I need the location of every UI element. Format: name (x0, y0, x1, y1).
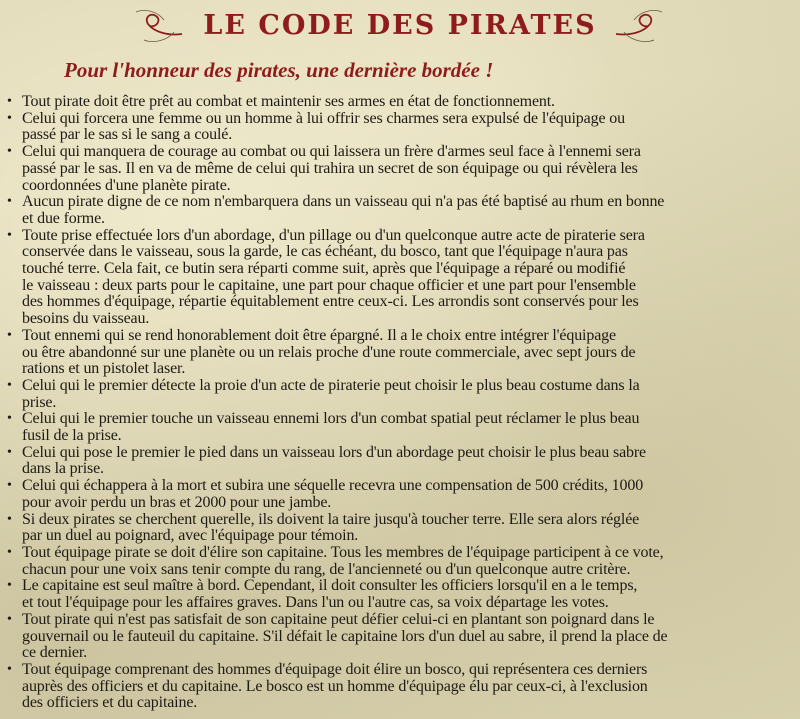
rule-item (0, 612, 800, 662)
bullet-icon: • (7, 227, 12, 243)
rule-text-line: conservée dans le vaisseau, sous la garde, le cas échéant, du bosco, tant que l'équipage n'aura pas (22, 243, 628, 261)
rule-text-line: touché terre. Cela fait, ce butin sera réparti comme suit, après que l'équipage a réparé ou modifié (22, 260, 626, 278)
rule-text-line: Celui qui forcera une femme ou un homme à lui offrir ses charmes sera expulsé de l'équipage ou (22, 109, 625, 127)
rule-text-line: passé par le sas. Il en va de même de celui qui trahira un secret de son équipage ou qui révèlera les (22, 159, 638, 177)
bullet-icon: • (7, 511, 12, 527)
rule-text-line: Tout pirate doit être prêt au combat et maintenir ses armes en état de fonctionnement. (22, 93, 555, 110)
rule-text-line: et due forme. (22, 209, 105, 227)
rule-item (0, 194, 800, 227)
rule-text-line: Si deux pirates se cherchent querelle, ils doivent la taire jusqu'à toucher terre. Elle sera alors réglée (22, 510, 640, 528)
rule-text-line: Celui qui pose le premier le pied dans un vaisseau lors d'un abordage peut choisir le plus beau sabre (22, 443, 646, 461)
bullet-icon: • (7, 411, 12, 427)
rule-item (0, 228, 800, 328)
bullet-icon: • (7, 544, 12, 560)
rule-text-line: Celui qui le premier touche un vaisseau ennemi lors d'un combat spatial peut réclamer le plus beau (22, 410, 640, 428)
rule-text-line: ou être abandonné sur une planète ou un relais proche d'une route commerciale, avec sept jours de (22, 343, 636, 361)
bullet-icon: • (7, 478, 12, 494)
page-title: LE CODE DES PIRATES (203, 10, 597, 41)
bullet-icon: • (7, 144, 12, 160)
rule-text-line: Celui qui manquera de courage au combat ou qui laissera un frère d'armes seul face à l'ennemi sera (22, 143, 641, 161)
rule-text-line: besoins du vaisseau. (22, 310, 150, 328)
rule-text-line: Tout équipage comprenant des hommes d'équipage doit élire un bosco, qui représentera ces derniers (22, 660, 648, 678)
rule-item (0, 578, 800, 611)
bullet-icon: • (7, 611, 12, 627)
rule-text-line: Tout ennemi qui se rend honorablement doit être épargné. Il a le choix entre intégrer l'équipage (22, 326, 616, 344)
rule-text-line: Tout pirate qui n'est pas satisfait de son capitaine peut défier celui-ci en plantant son poignard dans le (22, 610, 655, 628)
rule-text-line: des hommes d'équipage, répartie équitablement entre ceux-ci. Les arrondis sont conservés pour les (22, 293, 639, 311)
rule-text-line: chacun pour une voix sans tenir compte du rang, de l'ancienneté ou d'un quelconque autre critère. (22, 560, 631, 578)
rule-item (0, 378, 800, 411)
rule-text-line: le vaisseau : deux parts pour le capitaine, une part pour chaque officier et une part pour l'ensemble (22, 276, 636, 294)
rule-text-line: et tout l'équipage pour les affaires graves. Dans l'un ou l'autre cas, sa voix départage les votes. (22, 594, 609, 612)
rule-item (0, 445, 800, 478)
rule-text-line: Toute prise effectuée lors d'un abordage, d'un pillage ou d'un quelconque autre acte de piraterie sera (22, 226, 645, 244)
rule-text-line: auprès des officiers et du capitaine. Le bosco est un homme d'équipage élu par ceux-ci, à l'exclusion (22, 677, 648, 695)
rule-item (0, 512, 800, 545)
rule-text-line: Celui qui le premier détecte la proie d'un acte de piraterie peut choisir le plus beau costume dans la (22, 376, 640, 394)
rule-item (0, 111, 800, 144)
rule-text-line: Aucun pirate digne de ce nom n'embarquera dans un vaisseau qui n'a pas été baptisé au rhum en bonne (22, 193, 665, 211)
bullet-icon: • (7, 194, 12, 210)
rule-text-line: dans la prise. (22, 460, 104, 478)
rule-text-line: des officiers et du capitaine. (22, 694, 198, 712)
bullet-icon: • (7, 444, 12, 460)
rule-text-line: Celui qui échappera à la mort et subira une séquelle recevra une compensation de 500 crédits, 1000 (22, 477, 644, 495)
rule-item (0, 328, 800, 378)
page-subtitle: Pour l'honneur des pirates, une dernière bordée ! (64, 58, 494, 82)
rule-text-line: pour avoir perdu un bras et 2000 pour une jambe. (22, 493, 332, 511)
rule-text-line: prise. (22, 393, 57, 411)
rule-item (0, 478, 800, 511)
rule-text-line: par un duel au poignard, avec l'équipage pour témoin. (22, 527, 359, 545)
rule-text-line: rations et un pistolet laser. (22, 360, 186, 378)
bullet-icon: • (7, 110, 12, 126)
rule-text-line: gouvernail ou le fauteuil du capitaine. S'il défait le capitaine lors d'un duel au sabre, il prend la place de (22, 627, 668, 645)
scroll-flourish-icon (612, 6, 664, 46)
bullet-icon: • (7, 578, 12, 594)
rule-item (0, 662, 800, 712)
rule-text-line: fusil de la prise. (22, 427, 122, 445)
rule-item (0, 144, 800, 194)
rule-text-line: Tout équipage pirate se doit d'élire son capitaine. Tous les membres de l'équipage participent à ce vote, (22, 543, 664, 561)
bullet-icon: • (7, 377, 12, 393)
rules-list (0, 94, 800, 712)
bullet-icon: • (7, 661, 12, 677)
rule-text-line: passé par le sas si le sang a coulé. (22, 126, 233, 144)
rule-item (0, 94, 800, 111)
bullet-icon: • (7, 327, 12, 343)
rule-text-line: ce dernier. (22, 644, 87, 662)
rule-text-line: Le capitaine est seul maître à bord. Cependant, il doit consulter les officiers lorsqu'il en a le temps, (22, 577, 638, 595)
rule-text-line: coordonnées d'une planète pirate. (22, 176, 231, 194)
rule-item (0, 411, 800, 444)
bullet-icon: • (7, 94, 12, 109)
rule-item (0, 545, 800, 578)
